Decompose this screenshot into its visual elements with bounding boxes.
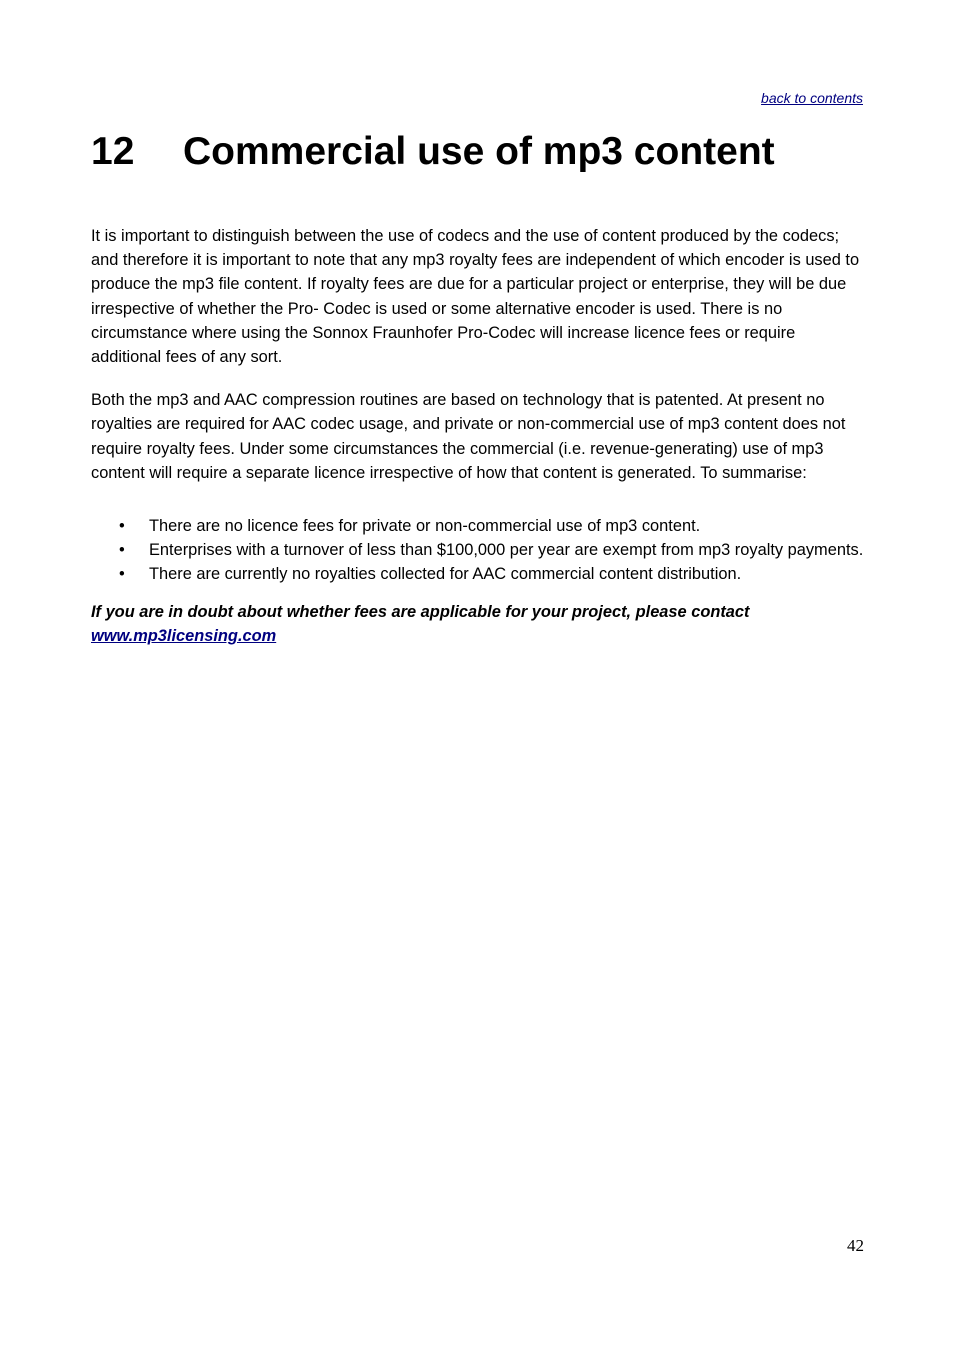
licensing-note-text: If you are in doubt about whether fees are applicable for your project, please contact — [91, 602, 750, 621]
page-number: 42 — [847, 1236, 864, 1255]
section-number: 12 — [91, 130, 135, 173]
list-item-text: There are currently no royalties collected for AAC commercial content distribution. — [149, 565, 742, 584]
list-item-text: Enterprises with a turnover of less than $100,000 per year are exempt from mp3 royalty payments. — [149, 541, 864, 560]
back-to-contents-link[interactable]: back to contents — [761, 90, 863, 106]
bullet-icon: • — [119, 541, 125, 560]
list-item — [91, 562, 866, 586]
list-item-text: There are no licence fees for private or non-commercial use of mp3 content. — [149, 517, 701, 536]
section-body — [91, 224, 866, 648]
paragraph-codec-independence: It is important to distinguish between the use of codecs and the use of content produced by the codecs; and therefore it is important to note that any mp3 royalty fees are independent of which encoder is used to produce the mp3 file content. If royalty fees are due for a particular project or enterprise, they will be due irrespective of whether the Pro- Codec is used or some alternative encoder is used. There is no circumstance where using the Sonnox Fraunhofer Pro-Codec will increase licence fees or require additional fees of any sort. — [91, 227, 860, 367]
section-title: Commercial use of mp3 content — [183, 130, 775, 173]
section-heading — [91, 128, 775, 176]
list-item — [91, 514, 866, 538]
bullet-icon: • — [119, 565, 125, 584]
summary-list — [91, 514, 866, 587]
paragraph-patent-royalties: Both the mp3 and AAC compression routines are based on technology that is patented. At present no royalties are required for AAC codec usage, and private or non-commercial use of mp3 content does not require royalty fees. Under some circumstances the commercial (i.e. revenue-generating) use of mp3 content will require a separate licence irrespective of how that content is generated. To summarise: — [91, 391, 846, 482]
list-item — [91, 538, 866, 562]
bullet-icon: • — [119, 517, 125, 536]
mp3licensing-link[interactable]: www.mp3licensing.com — [91, 626, 277, 645]
licensing-note — [91, 600, 866, 648]
